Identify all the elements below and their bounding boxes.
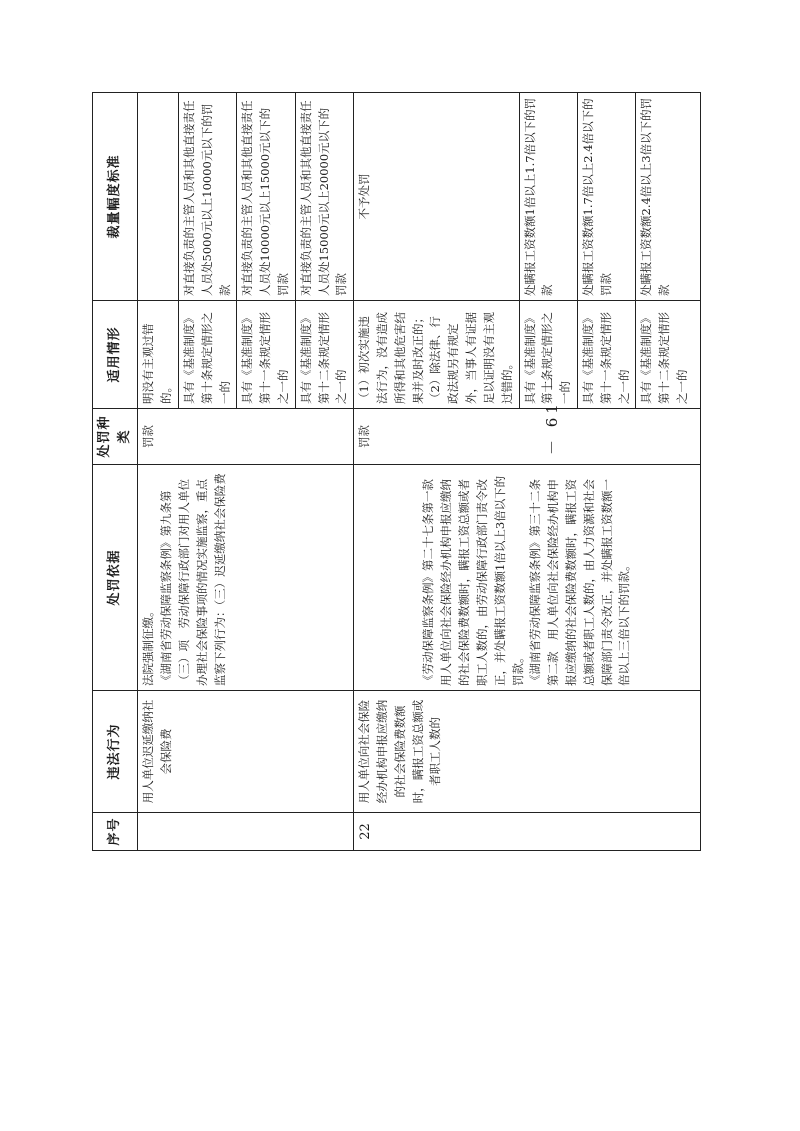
seq-cell-empty	[138, 813, 354, 851]
standard-cell: 处瞒报工资数额1倍以上1.7倍以下的罚款	[519, 93, 577, 301]
standard-cell	[138, 93, 179, 301]
situation-cell: 具有《基准制度》第十二条规定情形之一的	[295, 301, 353, 409]
header-standard: 裁量幅度标准	[93, 93, 138, 301]
situation-cell: （1）初次实施违法行为，没有造成所得和其他危害结果并及时改正的；（2）除法律、行政法规另有规定外，当事人有证据足以证明没有主观过错的。	[354, 301, 519, 409]
header-row	[93, 93, 138, 851]
header-seq: 序号	[93, 813, 138, 851]
header-type: 处罚种类	[93, 409, 138, 465]
type-cell: 罚款	[138, 409, 354, 465]
table-row	[354, 93, 519, 851]
behavior-cell: 用人单位向社会保险经办机构申报应缴纳的社会保险费数额时，瞒报工资总额或者职工人数的	[354, 691, 701, 813]
basis-paragraph: 法院强制征缴。	[141, 605, 156, 686]
table-row	[138, 93, 179, 851]
situation-cell: 明没有主观过错的。	[138, 301, 179, 409]
situation-cell: 具有《基准制度》第十一条规定情形之一的	[237, 301, 295, 409]
basis-paragraph: 《湖南省劳动保障监察条例》第三十二条第二款 用人单位向社会保险经办机构申报应缴纳的社会保险费数额时，瞒报工资总额或者职工人数的，由人力资源和社会保障部门责令改正，并处瞒报工资数额一倍以上三倍以下的罚款。	[528, 479, 632, 686]
page-number: － 61 －	[543, 372, 561, 455]
header-situation: 适用情形	[93, 301, 138, 409]
header-behavior: 违法行为	[93, 691, 138, 813]
situation-cell: 具有《基准制度》第十条规定情形之一的	[519, 301, 577, 409]
standard-cell: 对直接负责的主管人员和其他直接责任人员处5000元以上10000元以下的罚款	[178, 93, 236, 301]
situation-cell: 具有《基准制度》第十条规定情形之一的	[178, 301, 236, 409]
situation-cell: 具有《基准制度》第十一条规定情形之一的	[577, 301, 635, 409]
basis-cell	[138, 465, 354, 691]
behavior-cell: 用人单位迟延缴纳社会保险费	[138, 691, 354, 813]
standard-cell: 处瞒报工资数额2.4倍以上3倍以下的罚款	[636, 93, 701, 301]
basis-paragraph: 《湖南省劳动保障监察条例》第九条第（三）项 劳动保障行政部门对用人单位办理社会保险事项的情况实施监察，重点监察下列行为：（三）迟延缴纳社会保险费	[159, 473, 227, 686]
penalty-table	[92, 92, 701, 851]
basis-paragraph: 《劳动保障监察条例》第二十七条第一款 用人单位向社会保险经办机构申报应缴纳的社会保险费数额时，瞒报工资总额或者职工人数的，由劳动保障行政部门责令改正，并处瞒报工资数额1倍以上3倍以下的罚款。	[421, 467, 525, 686]
type-cell: 罚款	[354, 409, 701, 465]
seq-cell: 22	[354, 813, 701, 851]
standard-cell: 对直接负责的主管人员和其他直接责任人员处10000元以上15000元以下的罚款	[237, 93, 295, 301]
standard-cell: 不予处罚	[354, 93, 519, 301]
standard-cell: 处瞒报工资数额1.7倍以上2.4倍以下的罚款	[577, 93, 635, 301]
header-basis: 处罚依据	[93, 465, 138, 691]
basis-cell	[354, 465, 701, 691]
standard-cell: 对直接负责的主管人员和其他直接责任人员处15000元以上20000元以下的罚款	[295, 93, 353, 301]
situation-cell: 具有《基准制度》第十二条规定情形之一的	[636, 301, 701, 409]
